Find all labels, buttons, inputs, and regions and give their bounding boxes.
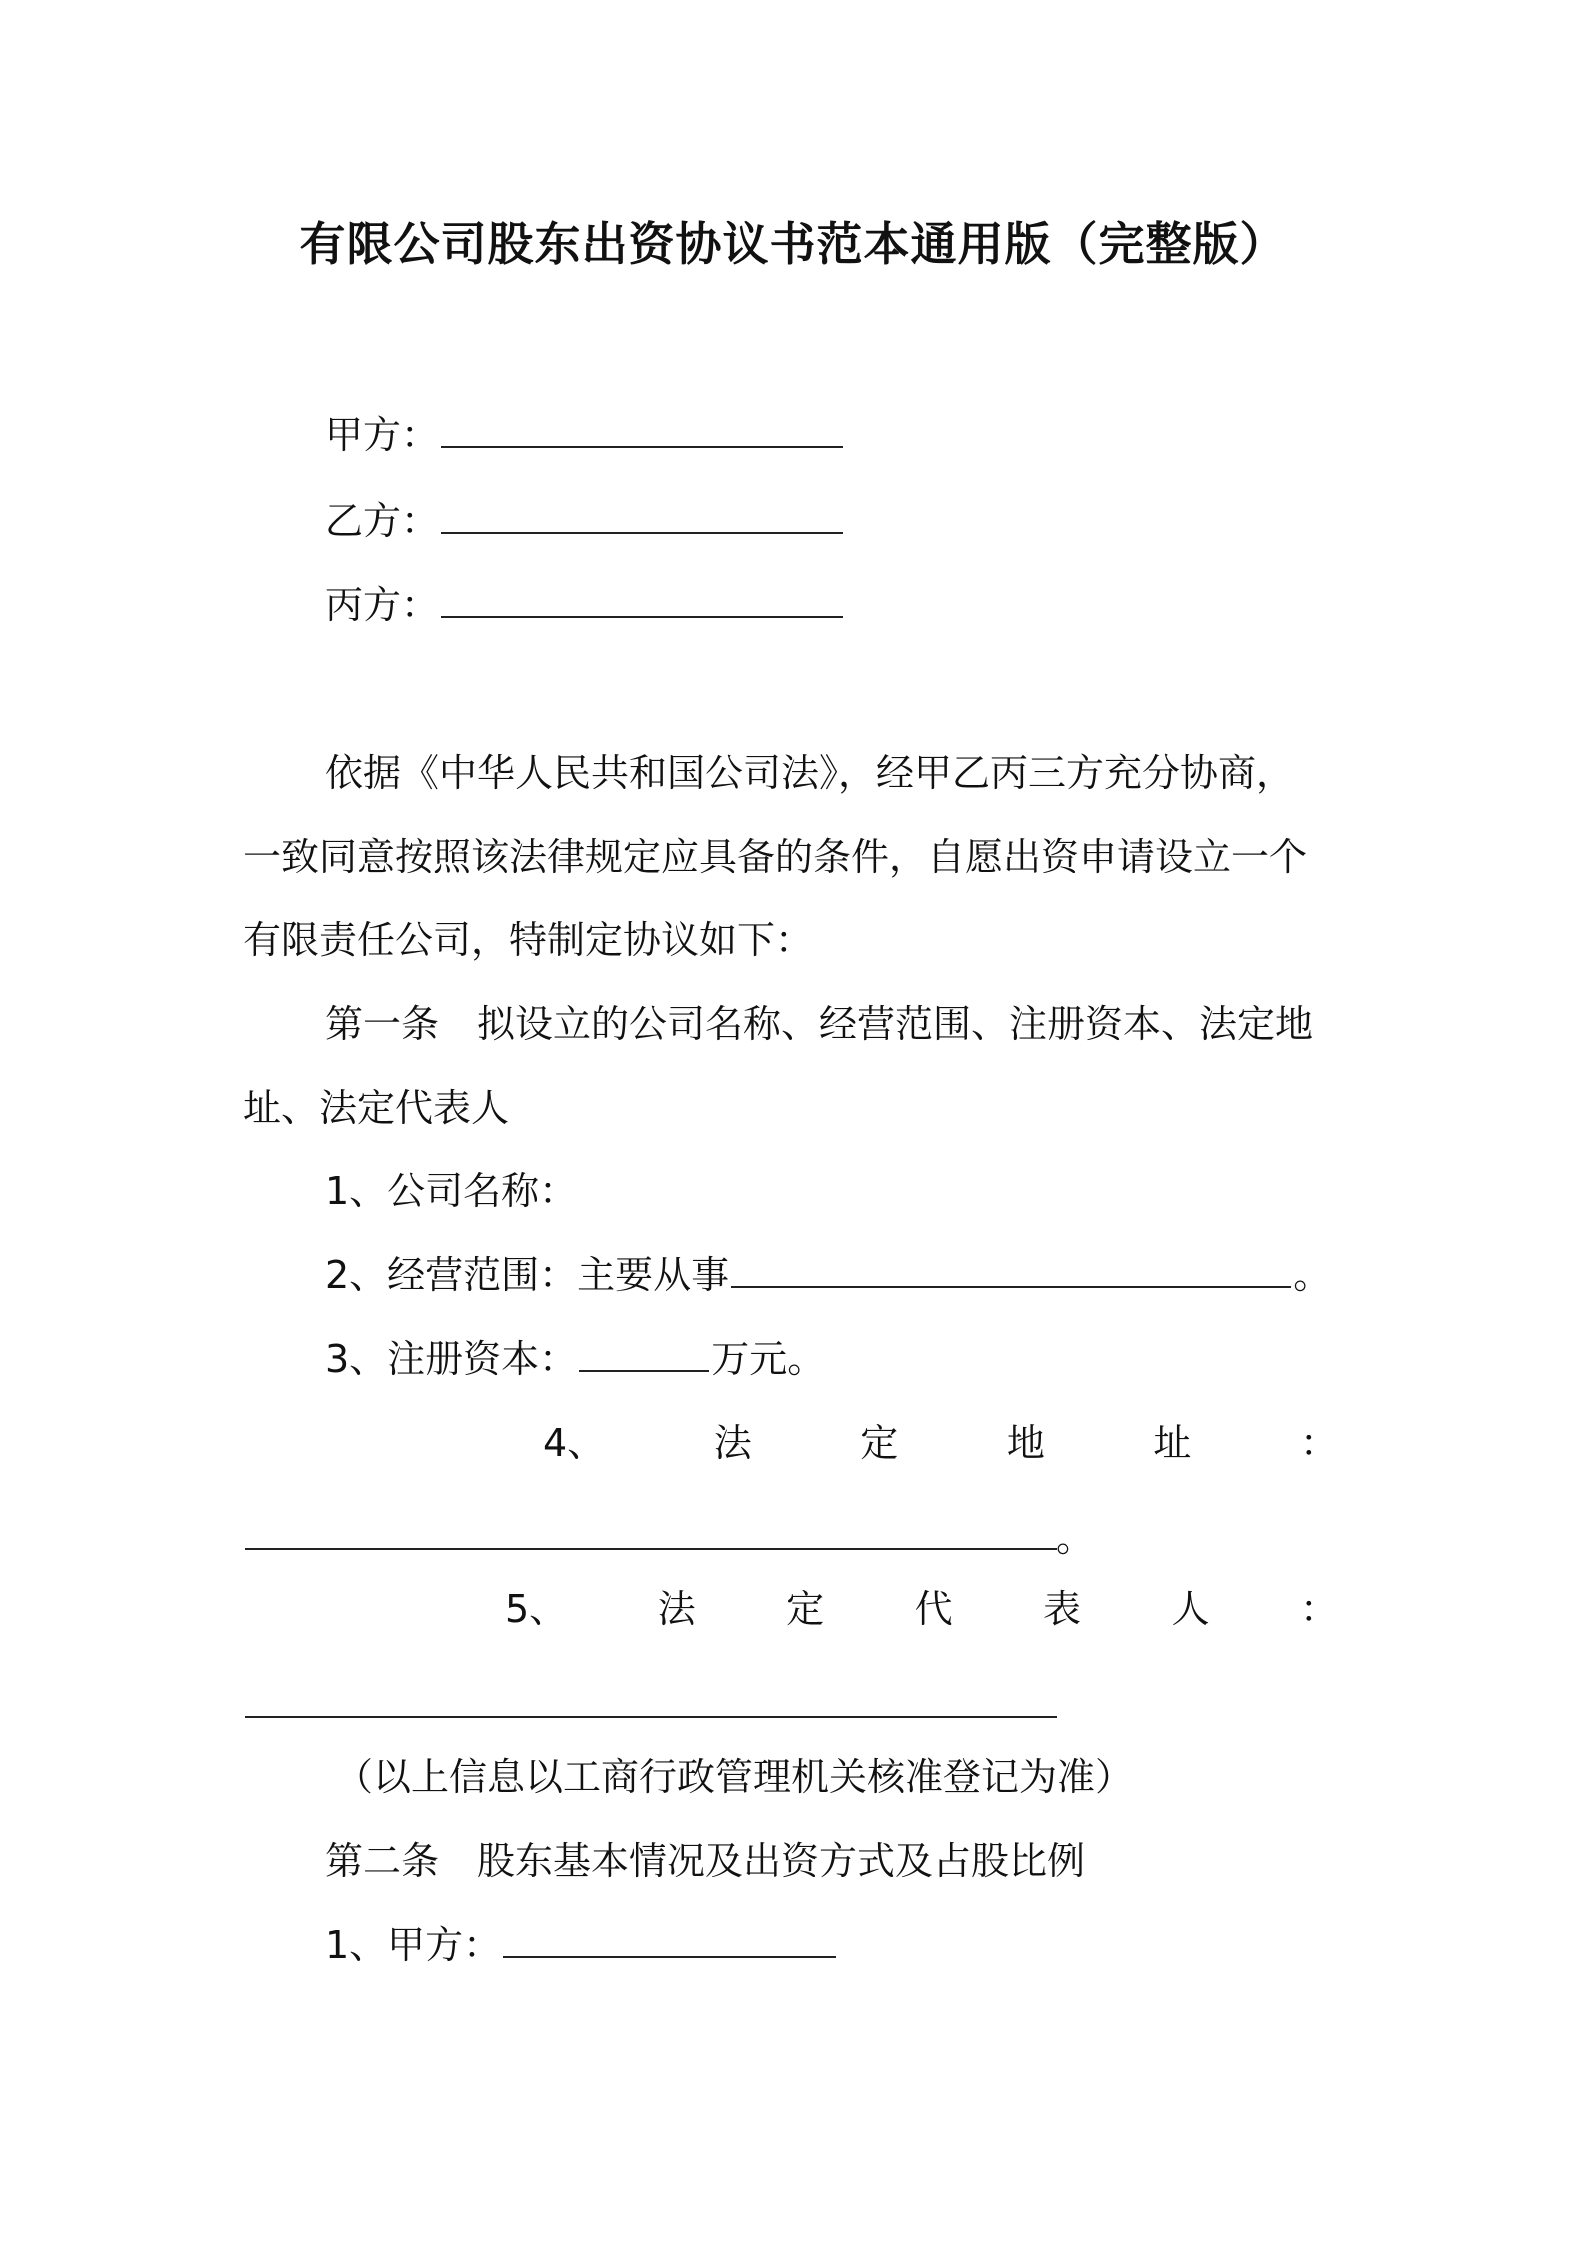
legal-rep-char: 定 [786,1587,825,1631]
shareholder-a-label: 1、甲方： [325,1923,502,1967]
party-b-blank [441,496,843,534]
article1-note: （以上信息以工商行政管理机关核准登记为准） [335,1755,1134,1799]
legal-address-suffix: 。 [1056,1516,1095,1560]
intro-line-2: 一致同意按照该法律规定应具备的条件，自愿出资申请设立一个 [243,835,1308,879]
article1-item-1: 1、公司名称： [325,1169,578,1213]
article1-item-2 [325,1250,1331,1300]
legal-rep-char: 人 [1171,1587,1210,1631]
article1-item-3 [325,1334,825,1384]
legal-address-char: 地 [1006,1421,1045,1465]
intro-line-3: 有限责任公司，特制定协议如下： [243,918,814,962]
legal-rep-char: 表 [1043,1587,1082,1631]
party-a-label: 甲方： [325,413,440,457]
legal-address-char: 定 [860,1421,899,1465]
legal-address-char: 法 [713,1421,752,1465]
party-a-blank [441,410,843,448]
party-b-line [325,496,845,546]
party-c-blank [441,580,843,618]
legal-rep-blank [245,1716,1057,1718]
shareholder-a-blank [503,1920,836,1958]
article2-item-1 [325,1920,838,1970]
article2-heading: 第二条 股东基本情况及出资方式及占股比例 [325,1839,1086,1883]
registered-capital-suffix: 万元。 [711,1337,826,1381]
party-c-line [325,580,845,630]
registered-capital-label: 3、注册资本： [325,1337,578,1381]
article1-item-5 [505,1584,1338,1634]
party-b-label: 乙方： [325,499,440,543]
legal-address-char: 4、 [543,1421,606,1465]
document-title: 有限公司股东出资协议书范本通用版（完整版） [299,217,1287,271]
business-scope-suffix: 。 [1293,1253,1332,1297]
intro-line-1: 依据《中华人民共和国公司法》，经甲乙丙三方充分协商， [325,751,1295,795]
registered-capital-blank [579,1334,709,1372]
legal-rep-char: 法 [657,1587,696,1631]
legal-rep-char: 5、 [505,1587,568,1631]
business-scope-blank [731,1250,1291,1288]
legal-address-blank [245,1548,1057,1550]
legal-rep-char: 代 [914,1587,953,1631]
legal-rep-char: ： [1299,1587,1338,1631]
business-scope-label: 2、经营范围：主要从事 [325,1253,730,1297]
legal-address-char: 址 [1153,1421,1192,1465]
article1-heading-line-1: 第一条 拟设立的公司名称、经营范围、注册资本、法定地 [325,1002,1314,1046]
party-a-line [325,410,845,460]
article1-item-4 [543,1418,1338,1468]
legal-address-char: ： [1299,1421,1338,1465]
party-c-label: 丙方： [325,583,440,627]
article1-heading-line-2: 址、法定代表人 [243,1086,510,1130]
